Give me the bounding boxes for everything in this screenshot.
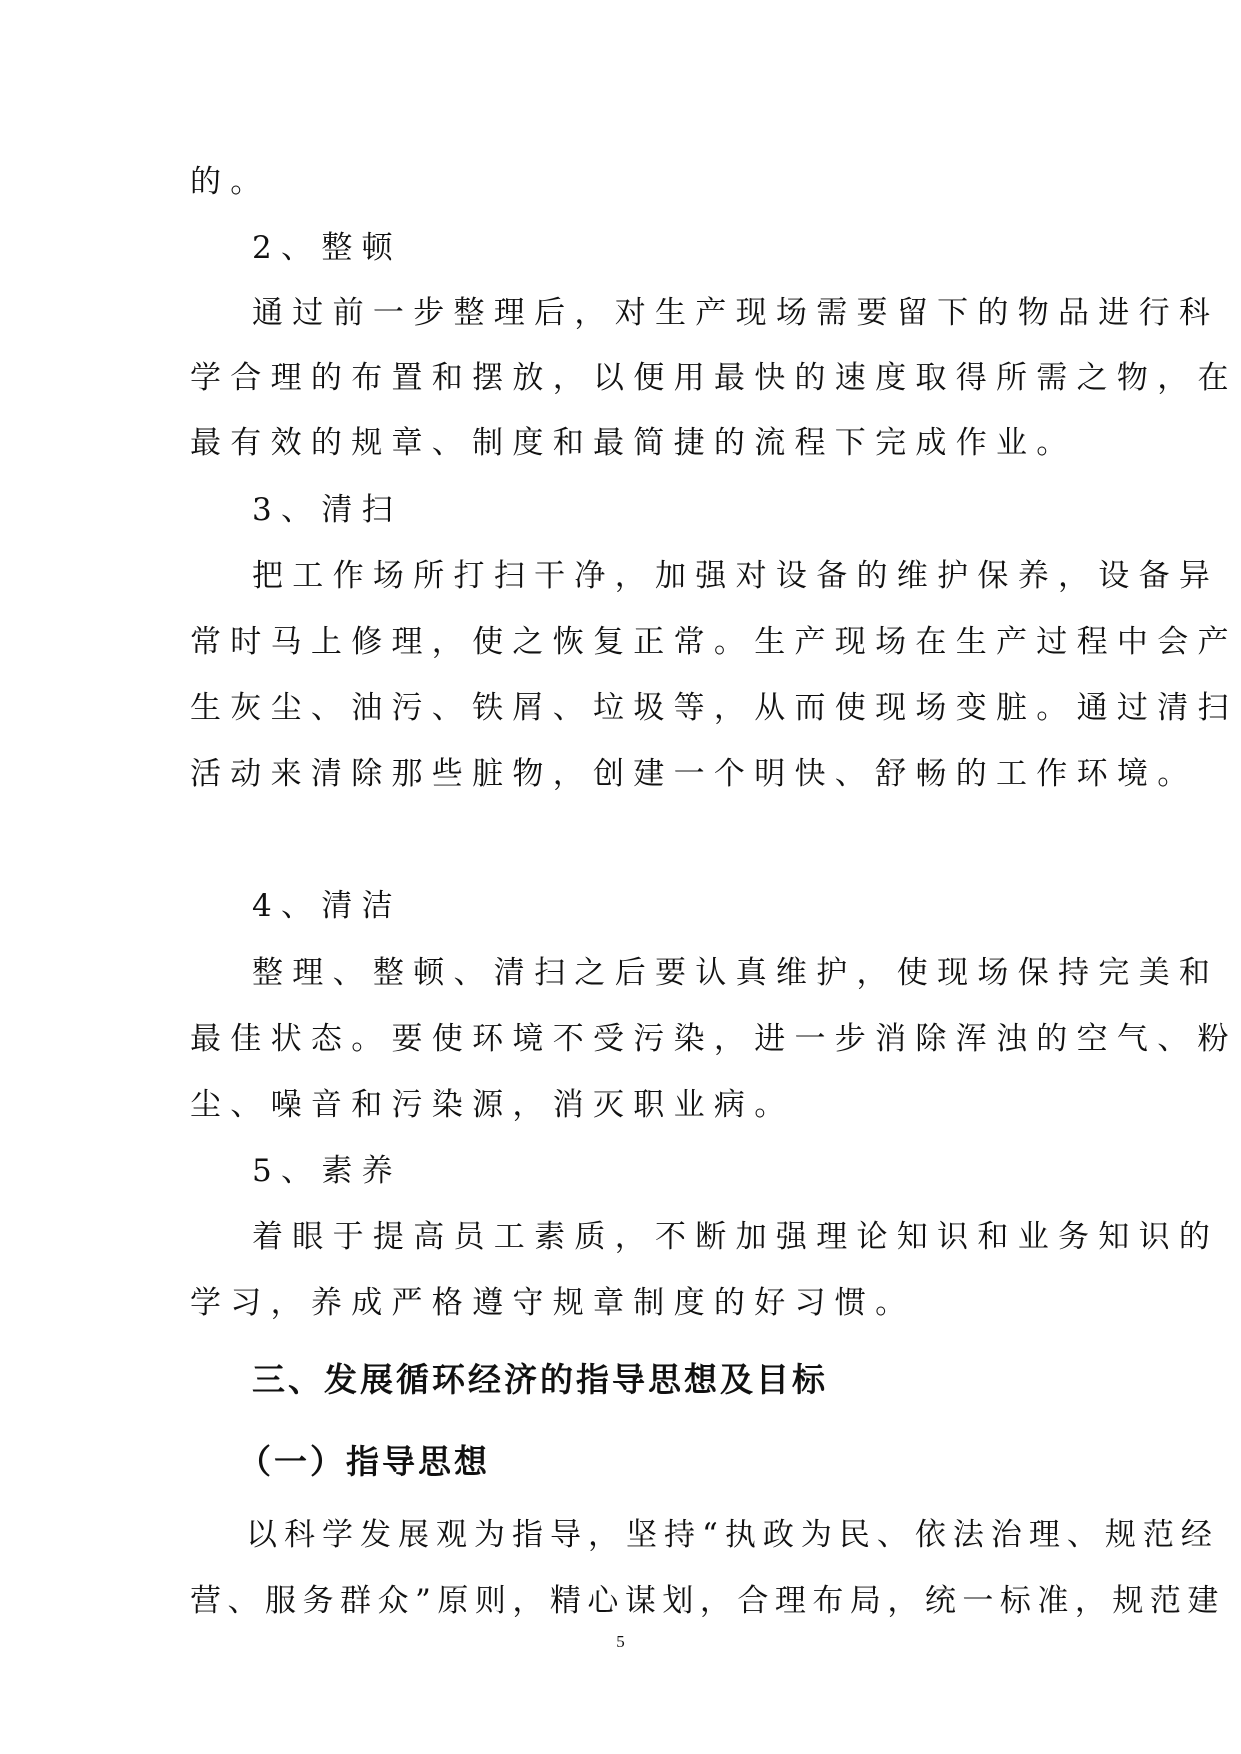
section-item-heading: 5、素养 xyxy=(252,1153,402,1189)
subsection-heading: （一）指导思想 xyxy=(238,1442,490,1481)
section-item-heading: 3、清扫 xyxy=(252,492,402,528)
text-line: 以科学发展观为指导，坚持“执政为民、依法治理、规范经 xyxy=(246,1517,1219,1553)
section-item-heading: 2、整顿 xyxy=(252,230,402,266)
text-line: 整理、整顿、清扫之后要认真维护，使现场保持完美和 xyxy=(252,955,1220,991)
text-line: 的。 xyxy=(190,164,271,200)
section-heading: 三、发展循环经济的指导思想及目标 xyxy=(252,1360,828,1399)
section-item-heading: 4、清洁 xyxy=(252,888,402,924)
text-line: 尘、噪音和污染源，消灭职业病。 xyxy=(190,1087,795,1123)
text-line: 生灰尘、油污、铁屑、垃圾等，从而使现场变脏。通过清扫 xyxy=(190,690,1238,726)
text-line: 学合理的布置和摆放，以便用最快的速度取得所需之物，在 xyxy=(190,360,1238,396)
text-line: 营、服务群众”原则，精心谋划，合理布局，统一标准，规范建 xyxy=(190,1583,1225,1619)
page-number: 5 xyxy=(616,1632,625,1651)
text-line: 把工作场所打扫干净，加强对设备的维护保养，设备异 xyxy=(252,558,1220,594)
text-line: 最有效的规章、制度和最简捷的流程下完成作业。 xyxy=(190,425,1077,461)
text-line: 常时马上修理，使之恢复正常。生产现场在生产过程中会产 xyxy=(190,624,1238,660)
text-line: 学习，养成严格遵守规章制度的好习惯。 xyxy=(190,1285,916,1321)
text-line: 着眼于提高员工素质，不断加强理论知识和业务知识的 xyxy=(252,1219,1220,1255)
text-line: 最佳状态。要使环境不受污染，进一步消除浑浊的空气、粉 xyxy=(190,1021,1238,1057)
text-line: 活动来清除那些脏物，创建一个明快、舒畅的工作环境。 xyxy=(190,756,1198,792)
text-line: 通过前一步整理后，对生产现场需要留下的物品进行科 xyxy=(252,295,1220,331)
